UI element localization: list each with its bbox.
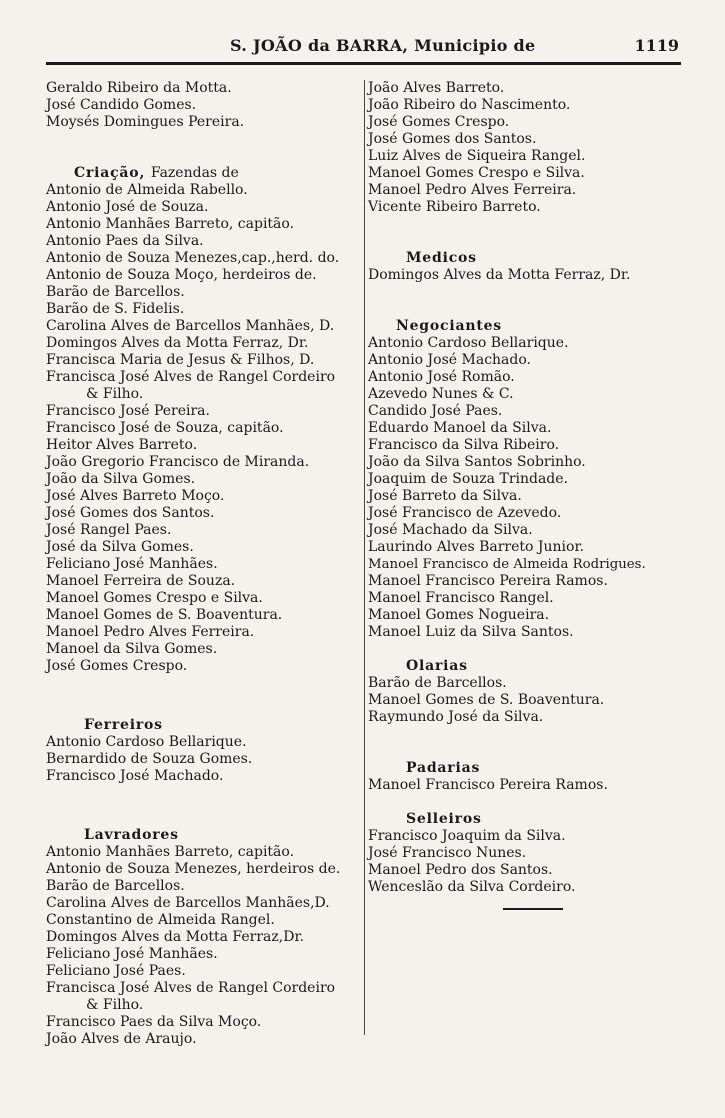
list-item: Francisco José Pereira. [46, 403, 210, 419]
list-item: Antonio Cardoso Bellarique. [46, 734, 247, 750]
list-item: João Alves de Araujo. [46, 1031, 197, 1047]
page-header [0, 30, 725, 60]
list-item: Manoel Luiz da Silva Santos. [368, 624, 574, 640]
right-column [368, 80, 686, 910]
list-item: José Gomes dos Santos. [46, 505, 215, 521]
left-column [46, 80, 364, 1048]
list-item: Barão de Barcellos. [46, 878, 185, 894]
list-item: Antonio José de Souza. [46, 199, 209, 215]
list-item: Antonio Cardoso Bellarique. [368, 335, 569, 351]
list-item: Barão de S. Fidelis. [46, 301, 185, 317]
list-item: Francisca José Alves de Rangel Cordeiro [46, 980, 336, 996]
list-item: Manoel Gomes de S. Boaventura. [46, 607, 283, 623]
list-item: Domingos Alves da Motta Ferraz, Dr. [46, 335, 309, 351]
list-item: Antonio José Machado. [368, 352, 531, 368]
list-item: Constantino de Almeida Rangel. [46, 912, 275, 928]
list-item: Laurindo Alves Barreto Junior. [368, 539, 585, 555]
list-item: José Candido Gomes. [46, 97, 197, 113]
list-item: Antonio de Souza Menezes, herdeiros de. [46, 861, 341, 877]
list-item: Antonio José Romão. [368, 369, 515, 385]
list-item: Heitor Alves Barreto. [46, 437, 198, 453]
list-item: João Alves Barreto. [368, 80, 505, 96]
list-item: Manoel Pedro Alves Ferreira. [368, 182, 577, 198]
list-item: João da Silva Gomes. [46, 471, 196, 487]
heading-tail: Fazendas de [150, 165, 239, 181]
list-item: Carolina Alves de Barcellos Manhães,D. [46, 895, 330, 911]
list-item: Joaquim de Souza Trindade. [368, 471, 569, 487]
header-rule [46, 62, 681, 65]
list-item: Barão de Barcellos. [368, 675, 507, 691]
list-item: José Rangel Paes. [46, 522, 172, 538]
heading-text: Criação, [74, 165, 146, 181]
list-item: Francisca Maria de Jesus & Filhos, D. [46, 352, 315, 368]
list-item: José da Silva Gomes. [46, 539, 194, 555]
list-item: Manoel Ferreira de Souza. [46, 573, 236, 589]
list-item: Manoel Francisco Pereira Ramos. [368, 777, 608, 793]
list-item: Wenceslão da Silva Cordeiro. [368, 879, 576, 895]
list-item: Carolina Alves de Barcellos Manhães, D. [46, 318, 335, 334]
list-item: Bernardido de Souza Gomes. [46, 751, 253, 767]
list-item: José Gomes dos Santos. [368, 131, 537, 147]
list-item: José Gomes Crespo. [368, 114, 510, 130]
list-item: José Alves Barreto Moço. [46, 488, 225, 504]
list-item: Manoel Francisco de Almeida Rodrigues. [368, 557, 646, 572]
list-item: Francisco Paes da Silva Moço. [46, 1014, 262, 1030]
section-heading-medicos: Medicos [406, 250, 477, 266]
list-item: Antonio Paes da Silva. [46, 233, 204, 249]
section-heading-lavradores: Lavradores [84, 827, 179, 843]
section-heading-criacao [46, 165, 364, 182]
list-item: Vicente Ribeiro Barreto. [368, 199, 541, 215]
list-item: Manoel da Silva Gomes. [46, 641, 218, 657]
list-item: José Barreto da Silva. [368, 488, 522, 504]
list-item: Antonio Manhães Barreto, capitão. [46, 216, 295, 232]
list-item: Eduardo Manoel da Silva. [368, 420, 552, 436]
list-item: José Francisco Nunes. [368, 845, 527, 861]
list-item: Manoel Francisco Rangel. [368, 590, 554, 606]
list-item: Antonio Manhães Barreto, capitão. [46, 844, 295, 860]
list-item: Azevedo Nunes & C. [368, 386, 514, 402]
list-item: Antonio de Souza Menezes,cap.,herd. do. [46, 250, 340, 266]
list-item: Barão de Barcellos. [46, 284, 185, 300]
list-item: Francisco José de Souza, capitão. [46, 420, 284, 436]
list-item: Francisca José Alves de Rangel Cordeiro [46, 369, 336, 385]
list-item: Manoel Gomes Crespo e Silva. [368, 165, 585, 181]
list-item: Manoel Pedro Alves Ferreira. [46, 624, 255, 640]
list-item: Francisco José Machado. [46, 768, 224, 784]
list-item: Manoel Gomes Crespo e Silva. [46, 590, 263, 606]
list-item: João da Silva Santos Sobrinho. [368, 454, 586, 470]
section-heading-ferreiros: Ferreiros [84, 717, 163, 733]
column-divider [364, 80, 365, 1035]
list-item: Luiz Alves de Siqueira Rangel. [368, 148, 586, 164]
list-item-continuation: & Filho. [86, 386, 144, 402]
list-item: Raymundo José da Silva. [368, 709, 544, 725]
list-item: José Machado da Silva. [368, 522, 533, 538]
section-heading-selleiros: Selleiros [406, 811, 482, 827]
list-item: Feliciano José Manhães. [46, 556, 218, 572]
page-title: S. JOÃO da BARRA, Municipio de [230, 36, 536, 55]
list-item: Moysés Domingues Pereira. [46, 114, 245, 130]
list-item-continuation: & Filho. [86, 997, 144, 1013]
section-heading-negociantes: Negociantes [396, 318, 502, 334]
list-item: Feliciano José Paes. [46, 963, 186, 979]
list-item: Feliciano José Manhães. [46, 946, 218, 962]
list-item: João Gregorio Francisco de Miranda. [46, 454, 310, 470]
section-heading-padarias: Padarias [406, 760, 481, 776]
list-item: Manoel Pedro dos Santos. [368, 862, 553, 878]
list-item: Francisco da Silva Ribeiro. [368, 437, 560, 453]
list-item: Candido José Paes. [368, 403, 503, 419]
list-item: João Ribeiro do Nascimento. [368, 97, 571, 113]
list-item: Manoel Gomes de S. Boaventura. [368, 692, 605, 708]
list-item: Manoel Francisco Pereira Ramos. [368, 573, 608, 589]
list-item: José Francisco de Azevedo. [368, 505, 562, 521]
end-rule [503, 908, 563, 910]
list-item: Domingos Alves da Motta Ferraz,Dr. [46, 929, 305, 945]
list-item: José Gomes Crespo. [46, 658, 188, 674]
page-number: 1119 [634, 36, 679, 55]
list-item: Geraldo Ribeiro da Motta. [46, 80, 232, 96]
list-item: Antonio de Almeida Rabello. [46, 182, 248, 198]
list-item: Domingos Alves da Motta Ferraz, Dr. [368, 267, 631, 283]
section-heading-olarias: Olarias [406, 658, 468, 674]
list-item: Antonio de Souza Moço, herdeiros de. [46, 267, 317, 283]
list-item: Francisco Joaquim da Silva. [368, 828, 566, 844]
list-item: Manoel Gomes Nogueira. [368, 607, 550, 623]
